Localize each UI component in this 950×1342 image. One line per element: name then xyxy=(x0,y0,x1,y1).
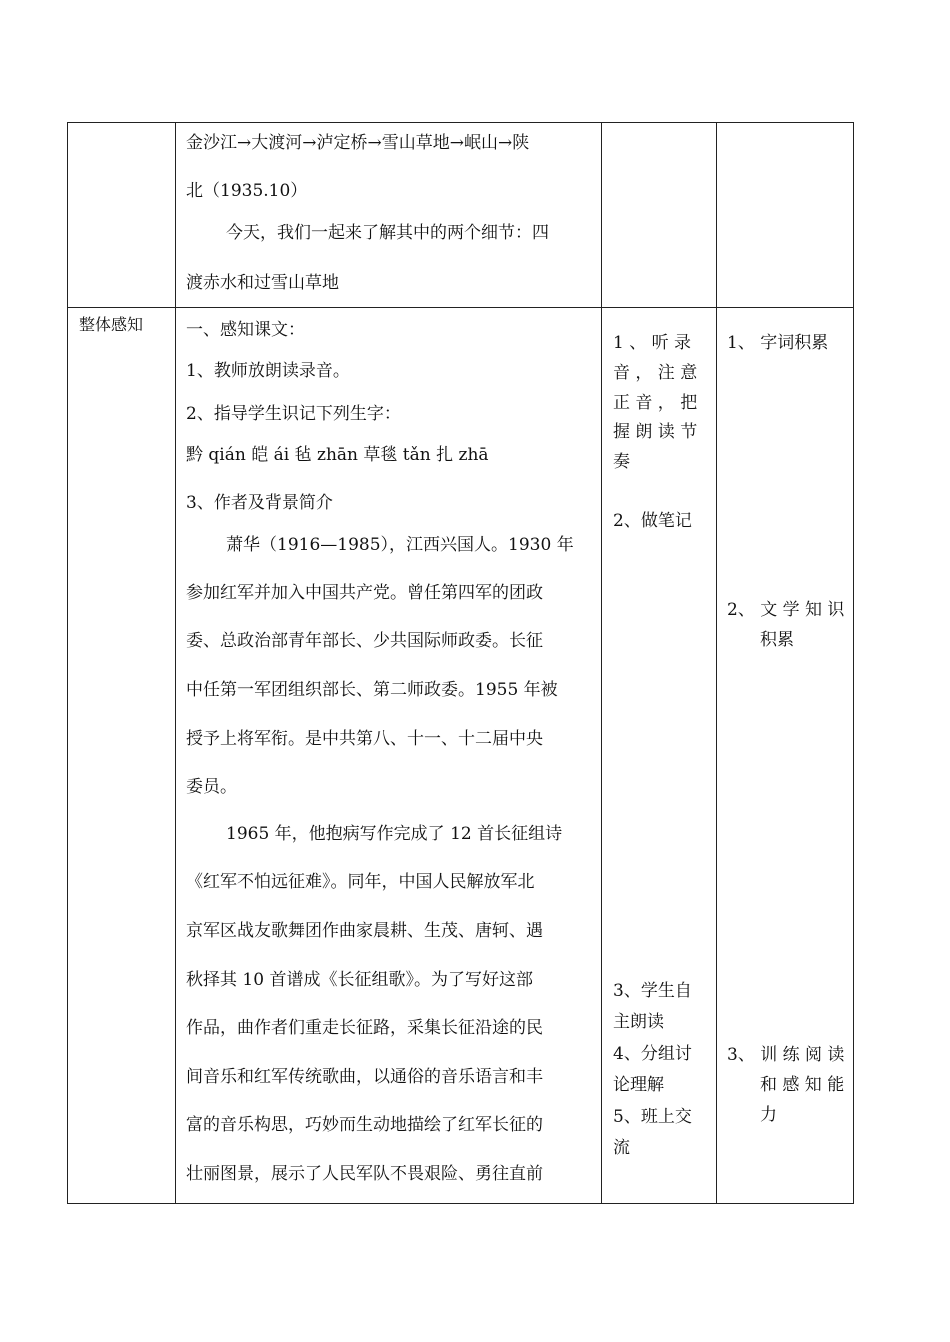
content-line: 萧华（1916—1985），江西兴国人。1930 年 xyxy=(226,535,574,555)
content-line: 1965 年，他抱病写作完成了 12 首长征组诗 xyxy=(226,824,563,844)
student-activity-line: 正 音 ， 把 xyxy=(613,393,698,413)
goal-line: 3、 训 练 阅 读 xyxy=(727,1045,845,1065)
content-line: 1、教师放朗读录音。 xyxy=(186,361,350,381)
table-row-divider xyxy=(67,307,853,308)
student-activity-line: 主朗读 xyxy=(613,1012,664,1032)
table-col-divider xyxy=(601,122,602,1204)
student-activity-line: 奏 xyxy=(613,452,630,472)
student-activity-line: 4、分组讨 xyxy=(613,1044,692,1064)
student-activity-line: 握 朗 读 节 xyxy=(613,422,698,442)
content-line: 授予上将军衔。是中共第八、十一、十二届中央 xyxy=(186,729,543,749)
content-line: 秋择其 10 首谱成《长征组歌》。为了写好这部 xyxy=(186,970,533,990)
content-line: 《红军不怕远征难》。同年，中国人民解放军北 xyxy=(186,872,535,892)
goal-line: 2、 文 学 知 识 xyxy=(727,600,845,620)
goal-line: 和 感 知 能 xyxy=(760,1075,845,1095)
table-col-divider xyxy=(716,122,717,1204)
student-activity-line: 流 xyxy=(613,1138,630,1158)
section-heading: 一、感知课文： xyxy=(186,320,305,340)
vocabulary-line: 黔 qián 皑 ái 毡 zhān 草毯 tǎn 扎 zhā xyxy=(186,445,489,465)
content-line: 作品，曲作者们重走长征路，采集长征沿途的民 xyxy=(186,1018,543,1038)
content-line: 委员。 xyxy=(186,777,237,797)
student-activity-line: 音 ， 注 意 xyxy=(613,363,698,383)
content-line: 金沙江→大渡河→泸定桥→雪山草地→岷山→陕 xyxy=(186,133,530,153)
student-activity-line: 2、做笔记 xyxy=(613,511,692,531)
content-line: 今天，我们一起来了解其中的两个细节：四 xyxy=(226,223,549,243)
table-border-bottom xyxy=(67,1203,853,1204)
content-line: 2、指导学生识记下列生字： xyxy=(186,404,401,424)
goal-line: 力 xyxy=(760,1105,777,1125)
content-line: 中任第一军团组织部长、第二师政委。1955 年被 xyxy=(186,680,558,700)
content-line: 富的音乐构思，巧妙而生动地描绘了红军长征的 xyxy=(186,1115,543,1135)
content-line: 渡赤水和过雪山草地 xyxy=(186,273,339,293)
goal-line: 1、 字词积累 xyxy=(727,333,829,353)
content-line: 壮丽图景，展示了人民军队不畏艰险、勇往直前 xyxy=(186,1164,543,1184)
table-border-right xyxy=(853,122,854,1204)
table-border-left xyxy=(67,122,68,1204)
student-activity-line: 3、学生自 xyxy=(613,981,692,1001)
table-col-divider xyxy=(175,122,176,1204)
table-border-top xyxy=(67,122,853,123)
content-line: 参加红军并加入中国共产党。曾任第四军的团政 xyxy=(186,583,543,603)
student-activity-line: 论理解 xyxy=(613,1075,664,1095)
student-activity-line: 1 、 听 录 xyxy=(613,333,692,353)
content-line: 间音乐和红军传统歌曲，以通俗的音乐语言和丰 xyxy=(186,1067,543,1087)
student-activity-line: 5、班上交 xyxy=(613,1107,692,1127)
goal-line: 积累 xyxy=(760,630,794,650)
content-line: 京军区战友歌舞团作曲家晨耕、生茂、唐轲、遇 xyxy=(186,921,543,941)
content-line: 委、总政治部青年部长、少共国际师政委。长征 xyxy=(186,631,543,651)
content-line: 3、作者及背景简介 xyxy=(186,493,333,513)
content-line: 北（1935.10） xyxy=(186,181,308,201)
stage-label: 整体感知 xyxy=(79,315,144,334)
